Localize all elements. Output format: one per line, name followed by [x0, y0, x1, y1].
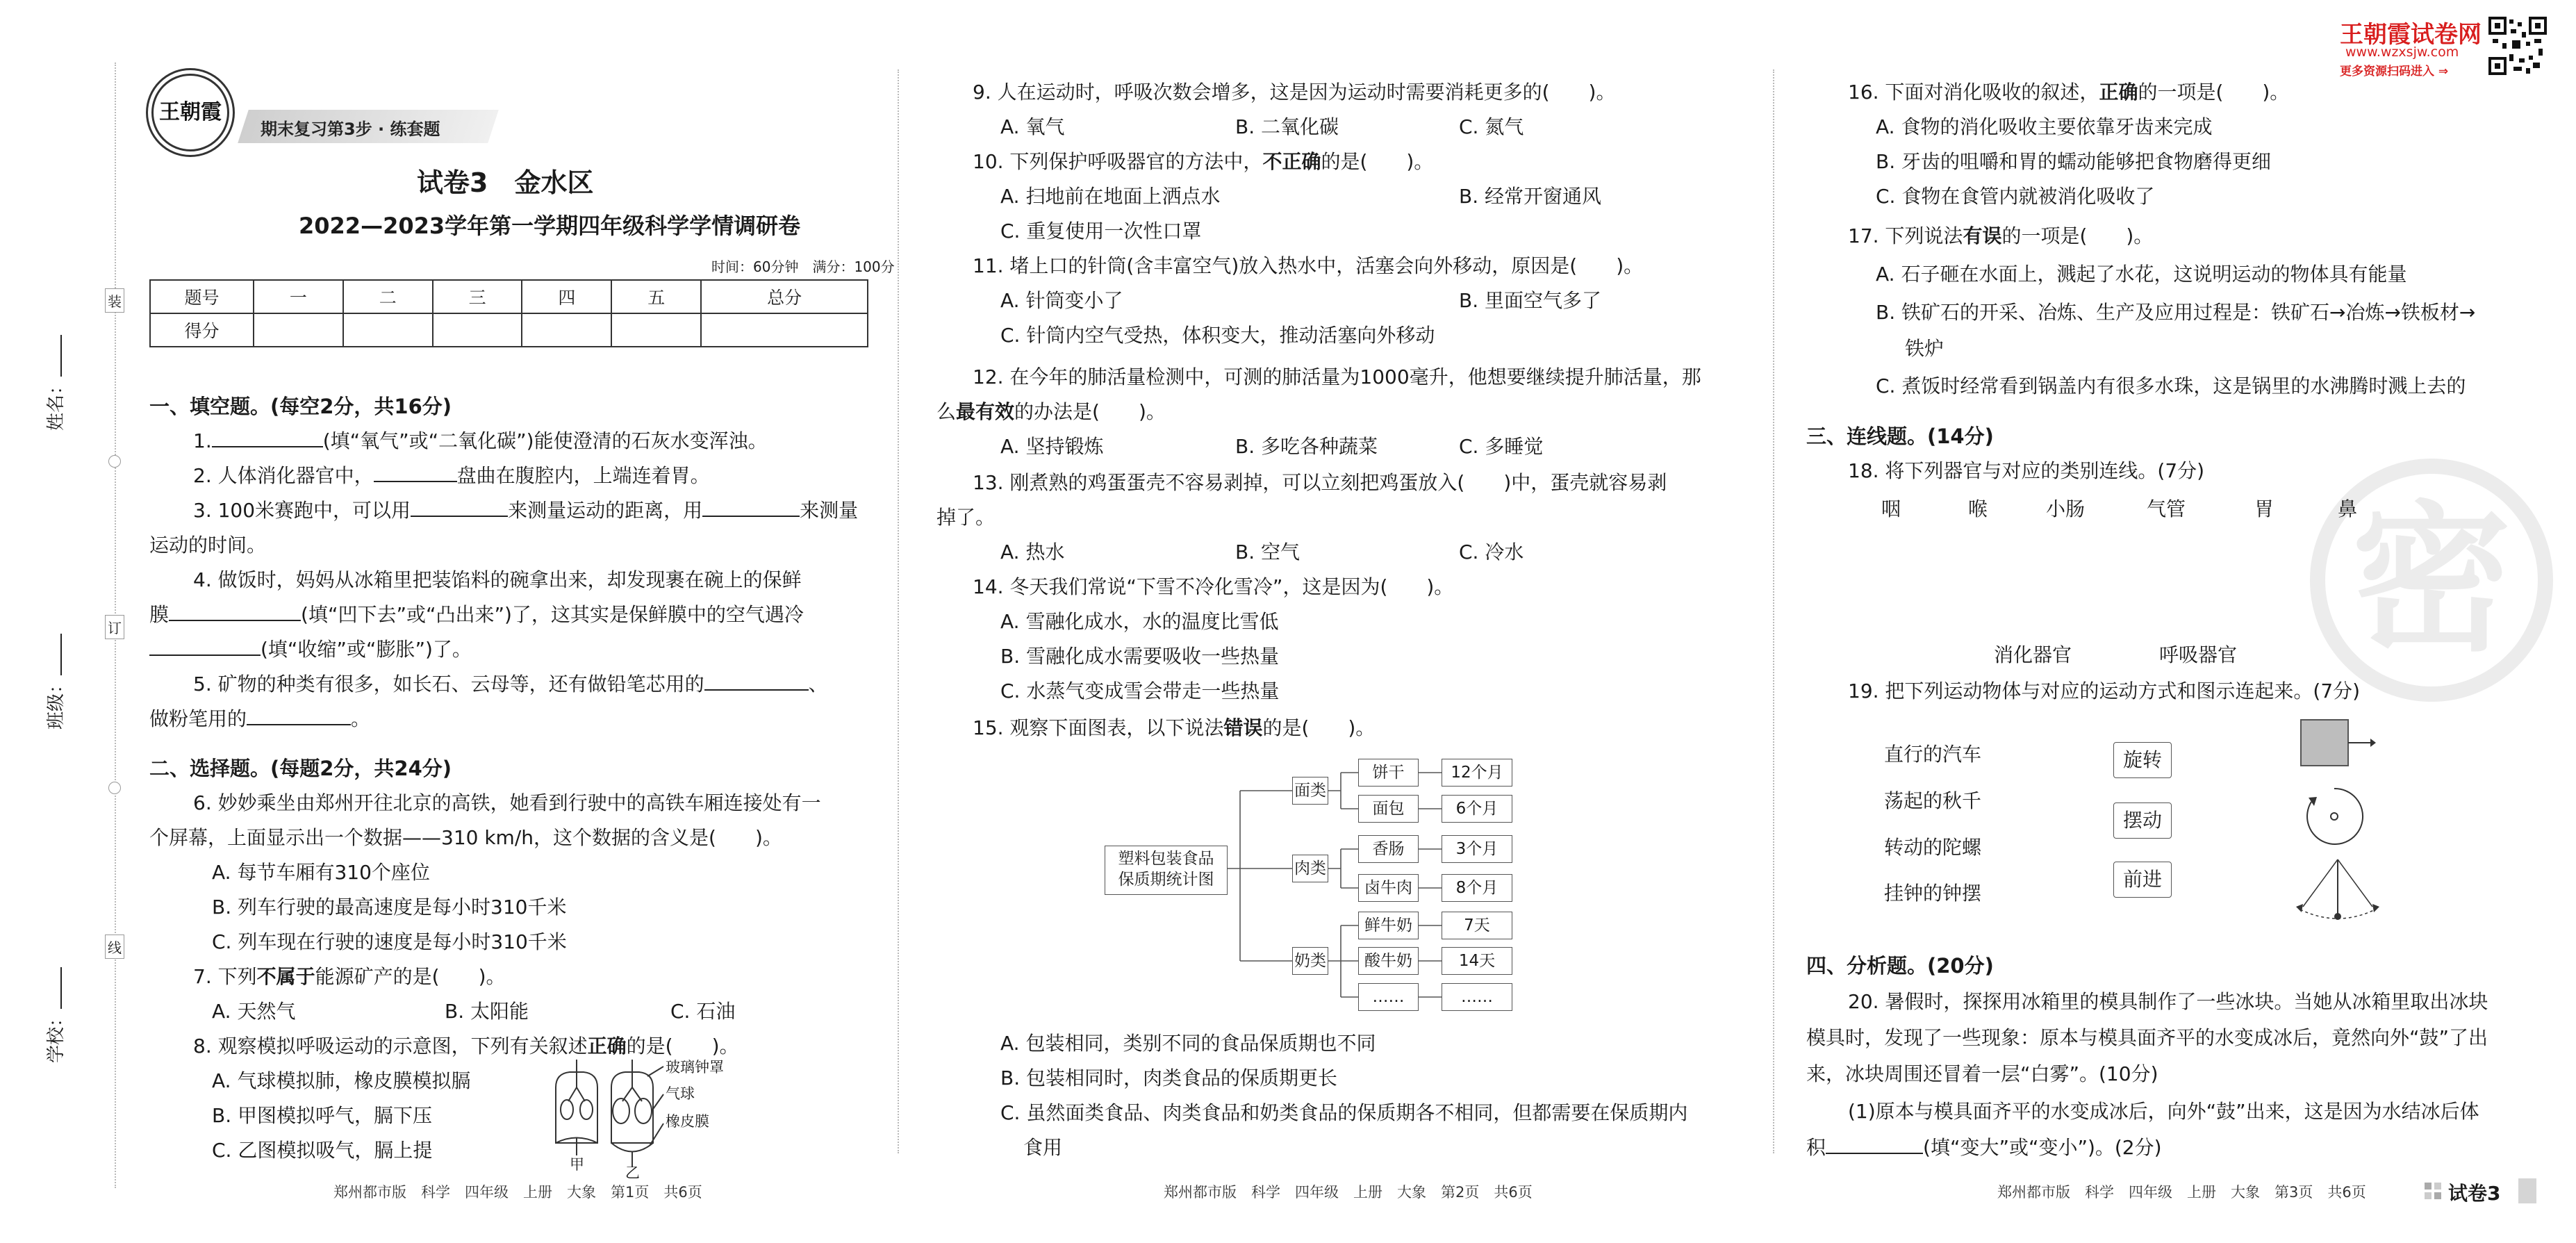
question-1 — [193, 429, 768, 454]
q9-option-b[interactable]: B. 二氧化碳 — [1235, 115, 1339, 138]
corner-tab — [2518, 1178, 2536, 1203]
q20-answer-blank[interactable] — [1826, 1136, 1923, 1154]
q6-option-a[interactable]: A. 每节车厢有310个座位 — [212, 861, 430, 884]
section-2-title: 二、选择题。(每题2分，共24分) — [149, 757, 452, 780]
label-rubber-membrane: 橡皮膜 — [666, 1113, 709, 1130]
q15-option-b[interactable]: B. 包装相同时，肉类食品的保质期更长 — [1000, 1067, 1338, 1089]
question-2 — [193, 463, 710, 488]
question-6-cont: 个屏幕，上面显示出一个数据——310 km/h，这个数据的含义是( )。 — [149, 826, 782, 849]
q1-text: 1. — [193, 429, 212, 452]
q17-text: 的一项是( )。 — [2001, 224, 2154, 247]
section-banner-text: 期末复习第3步 · 练套题 — [261, 120, 440, 139]
motion-object-top[interactable]: 转动的陀螺 — [1884, 836, 1982, 859]
page-title: 试卷3 金水区 — [417, 167, 594, 198]
motion-object-car[interactable]: 直行的汽车 — [1884, 743, 1982, 766]
motion-object-pendulum[interactable]: 挂钟的钟摆 — [1884, 882, 1982, 905]
straight-motion-icon — [2300, 716, 2376, 771]
q16-option-b[interactable]: B. 牙齿的咀嚼和胃的蠕动能够把食物磨得更细 — [1876, 150, 2272, 173]
q15-text: 的是( )。 — [1262, 716, 1376, 739]
organ-stomach[interactable]: 胃 — [2254, 497, 2274, 520]
diagram-item-etc: …… — [1358, 983, 1419, 1011]
score-cell: 总分 — [701, 280, 868, 313]
label-jia: 甲 — [570, 1156, 584, 1173]
q10-option-b[interactable]: B. 经常开窗通风 — [1459, 185, 1602, 208]
diagram-category-noodle: 面类 — [1292, 777, 1328, 805]
organ-trachea[interactable]: 气管 — [2147, 497, 2186, 520]
page-footer-2: 郑州都市版 科学 四年级 上册 大象 第2页 共6页 — [1164, 1184, 1533, 1201]
q17-option-b-cont: 铁炉 — [1905, 337, 1945, 360]
shelf-life-diagram — [1105, 750, 1577, 1028]
score-input-cell[interactable] — [701, 313, 868, 347]
page-subtitle: 2022—2023学年第一学期四年级科学学情调研卷 — [299, 213, 801, 239]
score-cell: 得分 — [150, 313, 254, 347]
q12-emphasis: 最有效 — [956, 400, 1015, 423]
question-5-cont — [149, 707, 370, 732]
q10-emphasis: 不正确 — [1262, 150, 1321, 173]
q3-text: 3. 100米赛跑中，可以用 — [193, 499, 411, 522]
question-3-cont: 运动的时间。 — [149, 534, 267, 557]
q10-text: 10. 下列保护呼吸器官的方法中， — [973, 150, 1263, 173]
q5-answer-blank-2[interactable] — [247, 707, 351, 725]
question-13: 13. 刚煮熟的鸡蛋蛋壳不容易剥掉，可以立刻把鸡蛋放入( )中，蛋壳就容易剥 — [973, 471, 1667, 494]
q7-emphasis: 不属于 — [256, 965, 315, 988]
diagram-item-braised-beef: 卤牛肉 — [1358, 874, 1419, 902]
score-input-cell[interactable] — [611, 313, 701, 347]
corner-icon — [2425, 1183, 2441, 1199]
diagram-root-line-1: 塑料包装食品 — [1118, 850, 1214, 868]
binding-mark-2: 订 — [105, 615, 124, 639]
score-input-cell[interactable] — [254, 313, 343, 347]
score-input-cell[interactable] — [522, 313, 611, 347]
question-14: 14. 冬天我们常说“下雪不冷化雪冷”，这是因为( )。 — [973, 575, 1454, 598]
score-cell: 二 — [343, 280, 433, 313]
organ-small-intestine[interactable]: 小肠 — [2046, 497, 2086, 520]
qr-code-icon[interactable] — [2488, 17, 2547, 75]
q5-text: 5. 矿物的种类有很多，如长石、云母等，还有做铅笔芯用的 — [193, 673, 704, 695]
q3-answer-blank-1[interactable] — [411, 499, 508, 517]
q13-option-c[interactable]: C. 冷水 — [1459, 541, 1524, 563]
question-3 — [193, 498, 858, 523]
question-20-cont-1: 模具时，发现了一些现象：原本与模具面齐平的水变成冰后，竟然向外“鼓”了出 — [1806, 1026, 2488, 1049]
diagram-root — [1105, 846, 1228, 895]
diagram-value-yogurt: 14天 — [1442, 947, 1512, 975]
q5-text: 做粉笔用的 — [149, 707, 247, 730]
watermark-text: 密 — [2351, 486, 2511, 673]
diagram-value-etc: …… — [1442, 983, 1512, 1011]
score-cell: 五 — [611, 280, 701, 313]
question-5 — [193, 672, 828, 697]
question-4-cont-2 — [149, 637, 472, 662]
q11-option-c[interactable]: C. 针筒内空气受热，体积变大，推动活塞向外移动 — [1000, 324, 1435, 347]
q10-text: 的是( )。 — [1321, 150, 1434, 173]
q7-option-b[interactable]: B. 太阳能 — [445, 1000, 529, 1023]
q7-option-c[interactable]: C. 石油 — [670, 1000, 736, 1023]
q12-option-a[interactable]: A. 坚持锻炼 — [1000, 435, 1104, 458]
q1-answer-blank[interactable] — [212, 429, 323, 447]
column-divider-2 — [1773, 69, 1774, 1153]
question-8 — [193, 1034, 739, 1059]
student-class-field[interactable] — [42, 625, 90, 730]
motion-type-swing[interactable]: 摆动 — [2113, 802, 2172, 839]
q12-text: 么 — [936, 400, 957, 423]
question-6: 6. 妙妙乘坐由郑州开往北京的高铁，她看到行驶中的高铁车厢连接处有一 — [193, 791, 821, 814]
q17-emphasis: 有误 — [1963, 224, 2002, 247]
class-label: 班级： — [46, 675, 67, 730]
q2-text: 盘曲在腹腔内，上端连着胃。 — [456, 464, 710, 487]
q14-option-a[interactable]: A. 雪融化成水，水的温度比雪低 — [1000, 610, 1279, 633]
question-4-cont — [149, 602, 804, 627]
diagram-item-biscuit: 饼干 — [1358, 759, 1419, 787]
score-cell: 题号 — [150, 280, 254, 313]
q16-text: 的一项是( )。 — [2138, 81, 2290, 104]
diagram-item-sausage: 香肠 — [1358, 835, 1419, 863]
q8-text: 8. 观察模拟呼吸运动的示意图，下列有关叙述 — [193, 1035, 588, 1057]
diagram-category-meat: 肉类 — [1292, 855, 1328, 882]
question-20-part-1: (1)原本与模具面齐平的水变成冰后，向外“鼓”出来，这是因为水结冰后体 — [1848, 1100, 2479, 1123]
rotation-motion-icon — [2303, 785, 2366, 848]
question-4: 4. 做饭时，妈妈从冰箱里把装馅料的碗拿出来，却发现裹在碗上的保鲜 — [193, 568, 802, 591]
question-20-cont-2: 来，冰块周围还冒着一层“白雾”。(10分) — [1806, 1062, 2158, 1085]
organ-nose[interactable]: 鼻 — [2338, 497, 2358, 520]
q12-option-c[interactable]: C. 多睡觉 — [1459, 435, 1544, 458]
diagram-item-fresh-milk: 鲜牛奶 — [1358, 912, 1419, 939]
category-digestive[interactable]: 消化器官 — [1994, 643, 2072, 666]
q6-option-b[interactable]: B. 列车行驶的最高速度是每小时310千米 — [212, 896, 567, 919]
question-7 — [193, 964, 506, 989]
q15-option-c[interactable]: C. 虽然面类食品、肉类食品和奶类食品的保质期各不相同，但都需要在保质期内 — [1000, 1101, 1688, 1124]
watermark-seal — [2310, 459, 2553, 702]
q16-emphasis: 正确 — [2099, 81, 2138, 104]
time-score-info: 时间：60分钟 满分：100分 — [711, 258, 895, 275]
q8-emphasis: 正确 — [587, 1035, 627, 1057]
q16-option-a[interactable]: A. 食物的消化吸收主要依靠牙齿来完成 — [1876, 115, 2213, 138]
q5-answer-blank-1[interactable] — [704, 673, 809, 691]
score-cell: 三 — [433, 280, 522, 313]
q11-option-b[interactable]: B. 里面空气多了 — [1459, 289, 1602, 312]
q15-emphasis: 错误 — [1223, 716, 1263, 739]
q9-option-a[interactable]: A. 氧气 — [1000, 115, 1065, 138]
question-11: 11. 堵上口的针筒(含丰富空气)放入热水中，活塞会向外移动，原因是( )。 — [973, 254, 1644, 277]
q15-option-c-cont: 食用 — [1023, 1136, 1063, 1159]
binding-circle-1 — [108, 455, 121, 468]
score-table-header-row — [150, 280, 868, 313]
binding-mark-1: 装 — [105, 288, 124, 313]
diagram-value-bread: 6个月 — [1442, 795, 1512, 823]
q13-option-a[interactable]: A. 热水 — [1000, 541, 1065, 563]
q14-option-b[interactable]: B. 雪融化成水需要吸收一些热量 — [1000, 645, 1280, 668]
section-4-title: 四、分析题。(20分) — [1806, 954, 1994, 978]
q4-text: 膜 — [149, 603, 170, 626]
q16-option-c[interactable]: C. 食物在食管内就被消化吸收了 — [1876, 185, 2155, 208]
corner-paper-label: 试卷3 — [2448, 1182, 2501, 1205]
site-slogan: 更多资源扫码进入 ⇒ — [2340, 65, 2449, 79]
question-9: 9. 人在运动时，呼吸次数会增多，这是因为运动时需要消耗更多的( )。 — [973, 81, 1616, 104]
q3-text: 来测量 — [800, 499, 859, 522]
q15-text: 15. 观察下面图表，以下说法 — [973, 716, 1224, 739]
q16-text: 16. 下面对消化吸收的叙述， — [1848, 81, 2099, 104]
q17-option-c[interactable]: C. 煮饭时经常看到锅盖内有很多水珠，这是锅里的水沸腾时溅上去的 — [1876, 374, 2466, 397]
page-footer-3: 郑州都市版 科学 四年级 上册 大象 第3页 共6页 — [1997, 1184, 2366, 1201]
q5-text: 。 — [351, 707, 371, 730]
q7-text: 7. 下列 — [193, 965, 257, 988]
question-15 — [973, 716, 1375, 741]
diagram-item-bread: 面包 — [1358, 795, 1419, 823]
binding-circle-2 — [108, 782, 121, 794]
score-table-score-row — [150, 313, 868, 347]
motion-type-rotate[interactable]: 旋转 — [2113, 742, 2172, 778]
diagram-value-sausage: 3个月 — [1442, 835, 1512, 863]
q13-option-b[interactable]: B. 空气 — [1235, 541, 1301, 563]
question-10 — [973, 149, 1433, 174]
q11-option-a[interactable]: A. 针筒变小了 — [1000, 289, 1123, 312]
q3-answer-blank-2[interactable] — [702, 499, 800, 517]
section-1-title: 一、填空题。(每空2分，共16分) — [149, 395, 452, 418]
q2-text: 2. 人体消化器官中， — [193, 464, 374, 487]
q4-answer-blank-1[interactable] — [169, 603, 301, 621]
q10-option-c[interactable]: C. 重复使用一次性口罩 — [1000, 220, 1202, 242]
question-19: 19. 把下列运动物体与对应的运动方式和图示连起来。(7分) — [1848, 680, 2361, 702]
score-cell: 一 — [254, 280, 343, 313]
section-3-title: 三、连线题。(14分) — [1806, 425, 1994, 448]
page-footer-1: 郑州都市版 科学 四年级 上册 大象 第1页 共6页 — [333, 1184, 702, 1201]
motion-type-forward[interactable]: 前进 — [2113, 862, 2172, 898]
brand-logo-text: 王朝霞 — [159, 100, 222, 124]
q10-option-a[interactable]: A. 扫地前在地面上洒点水 — [1000, 185, 1221, 208]
student-school-field[interactable] — [42, 945, 90, 1063]
label-balloon: 气球 — [666, 1085, 695, 1102]
question-12-cont — [936, 400, 1166, 425]
q17-text: 17. 下列说法 — [1848, 224, 1963, 247]
site-url[interactable]: www.wzxsjw.com — [2345, 44, 2459, 60]
q7-text: 能源矿产的是( )。 — [315, 965, 506, 988]
q8-option-a[interactable]: A. 气球模拟肺，橡皮膜模拟膈 — [212, 1069, 471, 1092]
q7-option-a[interactable]: A. 天然气 — [212, 1000, 296, 1023]
brand-logo — [151, 74, 229, 151]
diagram-value-biscuit: 12个月 — [1442, 759, 1512, 787]
q4-text: (填“收缩”或“膨胀”)了。 — [261, 638, 472, 661]
q8-option-c[interactable]: C. 乙图模拟吸气，膈上提 — [212, 1139, 433, 1162]
score-table — [149, 279, 868, 347]
breathing-model-illustration — [542, 1059, 750, 1181]
q6-option-c[interactable]: C. 列车现在行驶的速度是每小时310千米 — [212, 930, 567, 953]
diagram-value-braised-beef: 8个月 — [1442, 874, 1512, 902]
site-name: 王朝霞试卷网 — [2340, 21, 2482, 49]
question-18: 18. 将下列器官与对应的类别连线。(7分) — [1848, 459, 2205, 482]
diagram-category-milk: 奶类 — [1292, 947, 1328, 975]
diagram-item-yogurt: 酸牛奶 — [1358, 947, 1419, 975]
label-bell-jar: 玻璃钟罩 — [666, 1059, 724, 1076]
q15-option-a[interactable]: A. 包装相同，类别不同的食品保质期也不同 — [1000, 1032, 1376, 1055]
binding-mark-3: 线 — [105, 935, 124, 959]
student-name-field[interactable] — [42, 327, 90, 431]
question-17 — [1848, 224, 2153, 249]
q4-answer-blank-2[interactable] — [149, 638, 261, 656]
column-divider-1 — [898, 69, 899, 1153]
q14-option-c[interactable]: C. 水蒸气变成雪会带走一些热量 — [1000, 680, 1280, 702]
swing-motion-icon — [2289, 858, 2386, 921]
diagram-value-fresh-milk: 7天 — [1442, 912, 1512, 939]
q20-text: (填“变大”或“变小”)。(2分) — [1923, 1136, 2162, 1159]
q1-text: (填“氧气”或“二氧化碳”)能使澄清的石灰水变浑浊。 — [322, 429, 768, 452]
label-yi: 乙 — [625, 1164, 640, 1181]
q2-answer-blank[interactable] — [374, 464, 457, 482]
question-16 — [1848, 80, 2289, 105]
question-20: 20. 暑假时，探探用冰箱里的模具制作了一些冰块。当她从冰箱里取出冰块 — [1848, 990, 2488, 1013]
q4-text: (填“凹下去”或“凸出来”)了，这其实是保鲜膜中的空气遇冷 — [301, 603, 804, 626]
question-12: 12. 在今年的肺活量检测中，可测的肺活量为1000毫升，他想要继续提升肺活量，那 — [973, 365, 1701, 388]
category-respiratory[interactable]: 呼吸器官 — [2159, 643, 2238, 666]
q8-option-b[interactable]: B. 甲图模拟呼气，膈下压 — [212, 1104, 433, 1127]
q9-option-c[interactable]: C. 氮气 — [1459, 115, 1524, 138]
organ-pharynx[interactable]: 咽 — [1881, 497, 1901, 520]
score-input-cell[interactable] — [433, 313, 522, 347]
q5-text: 、 — [808, 673, 828, 695]
question-20-part-1-cont — [1806, 1135, 2162, 1160]
school-label: 学校： — [46, 1008, 67, 1063]
q17-option-a[interactable]: A. 石子砸在水面上，溅起了水花，这说明运动的物体具有能量 — [1876, 263, 2407, 286]
diagram-root-line-2: 保质期统计图 — [1118, 871, 1214, 889]
score-cell: 四 — [522, 280, 611, 313]
name-label: 姓名： — [46, 376, 67, 431]
motion-object-swing[interactable]: 荡起的秋千 — [1884, 789, 1982, 812]
q12-text: 的办法是( )。 — [1014, 400, 1166, 423]
q20-text: 积 — [1806, 1136, 1826, 1159]
q12-option-b[interactable]: B. 多吃各种蔬菜 — [1235, 435, 1378, 458]
organ-larynx[interactable]: 喉 — [1968, 497, 1988, 520]
q17-option-b[interactable]: B. 铁矿石的开采、冶炼、生产及应用过程是：铁矿石→冶炼→铁板材→ — [1876, 301, 2476, 324]
score-input-cell[interactable] — [343, 313, 433, 347]
q3-text: 来测量运动的距离，用 — [508, 499, 703, 522]
q8-text: 的是( )。 — [626, 1035, 739, 1057]
question-13-cont: 掉了。 — [936, 506, 996, 529]
